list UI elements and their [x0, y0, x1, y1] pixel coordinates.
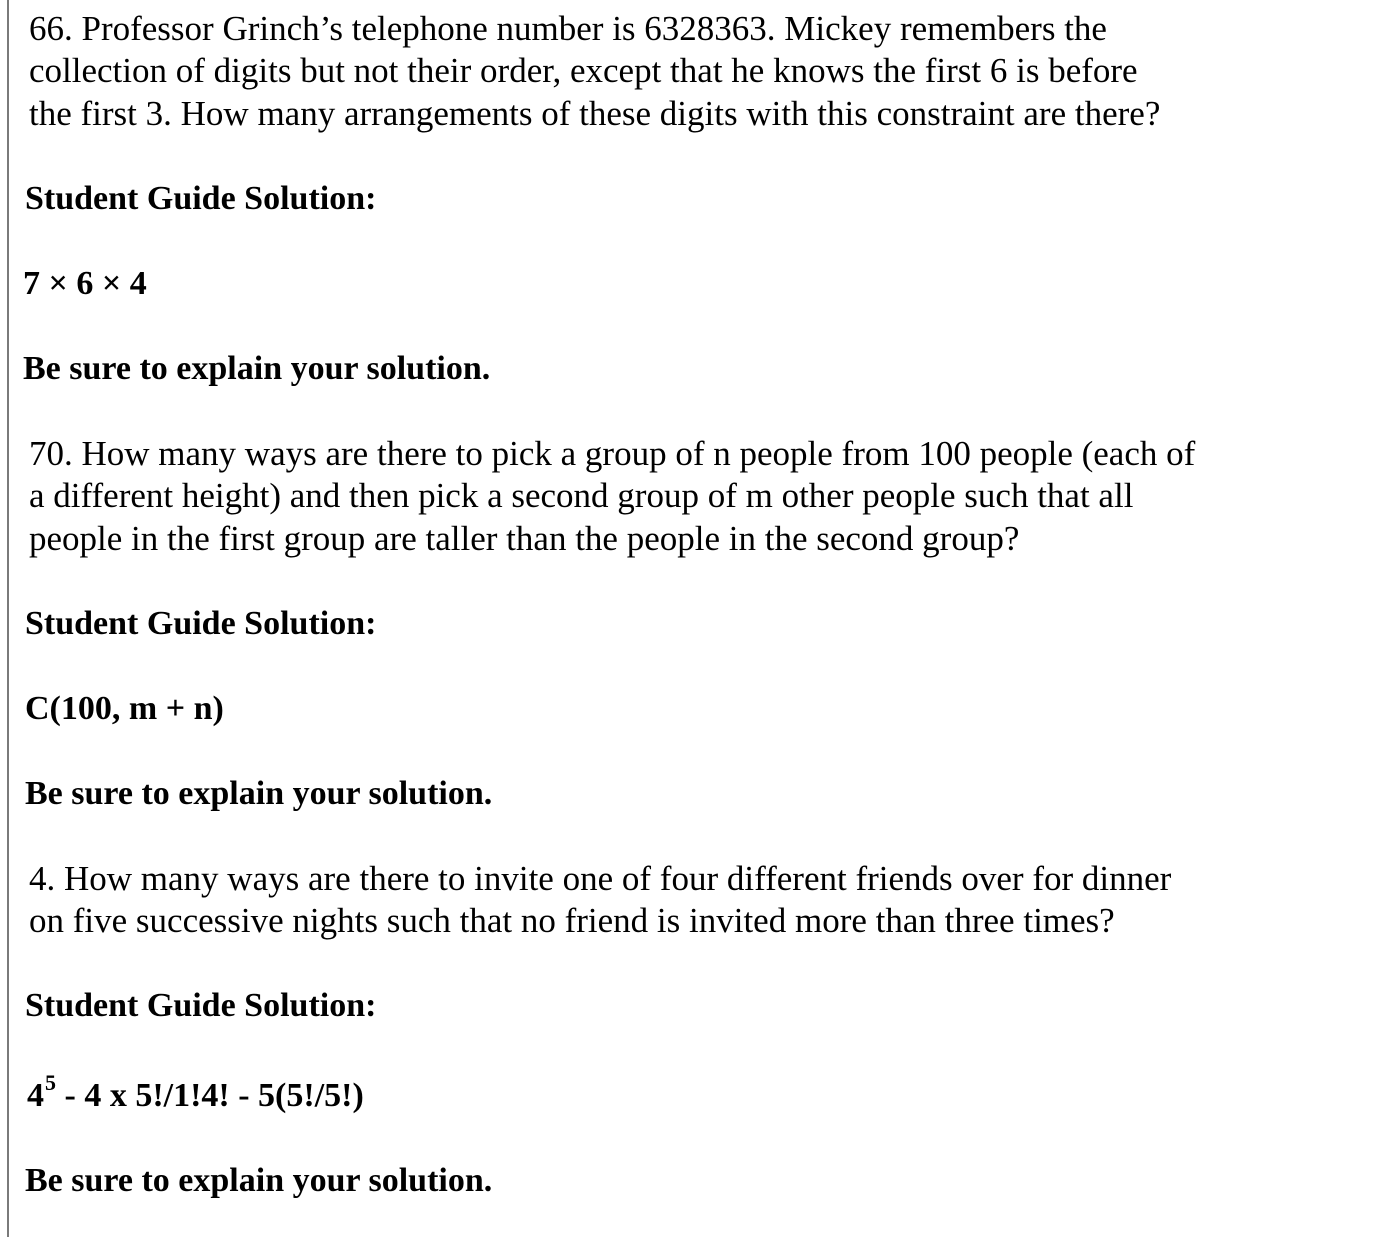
problem-66-solution: 7 × 6 × 4	[23, 265, 147, 302]
problem-4-solution-heading: Student Guide Solution:	[25, 987, 377, 1024]
problem-70-line-1: 70. How many ways are there to pick a group of n people from 100 people (each of	[29, 434, 1196, 473]
problem-4-note: Be sure to explain your solution.	[25, 1162, 493, 1199]
problem-4-line-2: on five successive nights such that no friend is invited more than three times?	[29, 901, 1115, 940]
problem-70-note: Be sure to explain your solution.	[25, 775, 493, 812]
document-page	[7, 0, 1395, 1237]
problem-70-solution-heading: Student Guide Solution:	[25, 605, 377, 642]
problem-66-line-3: the first 3. How many arrangements of these digits with this constraint are there?	[29, 94, 1161, 133]
problem-70-solution: C(100, m + n)	[25, 690, 224, 727]
problem-4-solution	[27, 1070, 364, 1120]
solution-exponent: 5	[45, 1070, 56, 1095]
problem-4-line-1: 4. How many ways are there to invite one of four different friends over for dinner	[29, 859, 1172, 898]
problem-70-line-2: a different height) and then pick a second group of m other people such that all	[29, 476, 1134, 515]
solution-rest: - 4 x 5!/1!4! - 5(5!/5!)	[56, 1077, 364, 1114]
problem-70-line-3: people in the first group are taller than the people in the second group?	[29, 519, 1020, 558]
problem-66-note: Be sure to explain your solution.	[23, 350, 491, 387]
problem-66-line-2: collection of digits but not their order, except that he knows the first 6 is before	[29, 51, 1138, 90]
solution-base: 4	[27, 1077, 44, 1114]
problem-66-line-1: 66. Professor Grinch’s telephone number is 6328363. Mickey remembers the	[29, 9, 1107, 48]
problem-66-solution-heading: Student Guide Solution:	[25, 180, 377, 217]
